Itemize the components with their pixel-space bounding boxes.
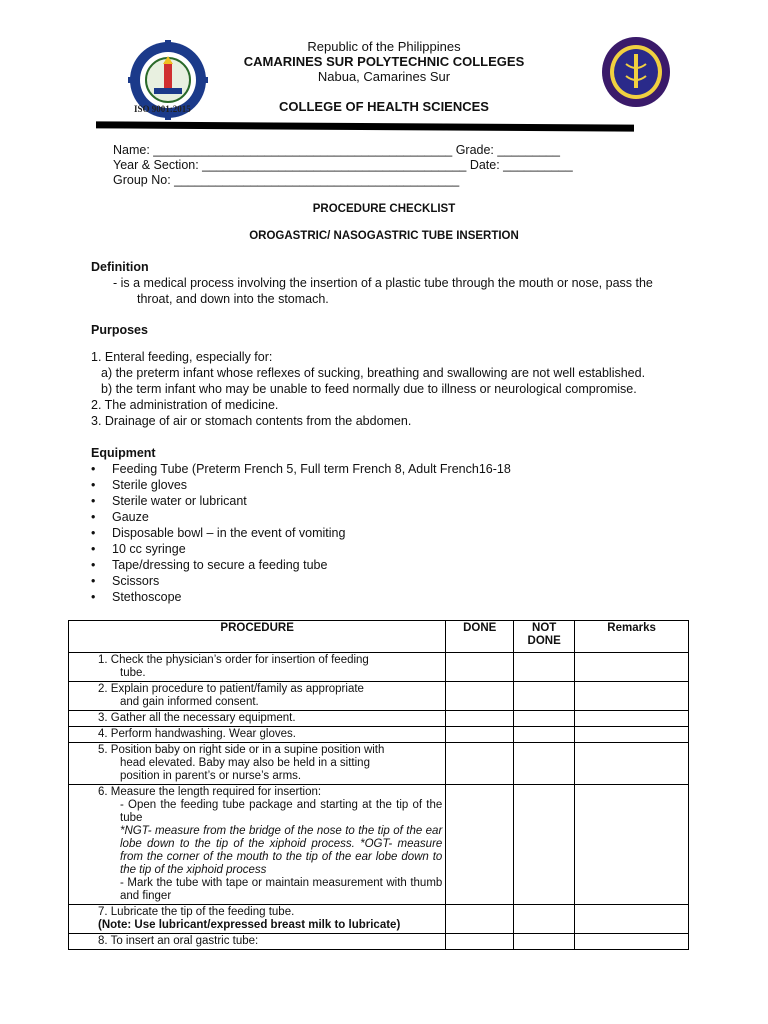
header-location: Nabua, Camarines Sur [317, 69, 451, 84]
table-row [69, 682, 689, 711]
name-grade-field[interactable]: Name: ___________________________________________ Grade: _________ [113, 143, 560, 157]
procedure-cell: 8. To insert an oral gastric tube: [69, 934, 446, 950]
remarks-cell[interactable] [575, 743, 689, 785]
not-done-cell[interactable] [514, 653, 575, 682]
equipment-item: • Tape/dressing to secure a feeding tube [91, 558, 328, 572]
procedure-cell: 4. Perform handwashing. Wear gloves. [69, 727, 446, 743]
equipment-item: • Sterile gloves [91, 478, 188, 492]
remarks-cell[interactable] [575, 711, 689, 727]
done-cell[interactable] [446, 711, 514, 727]
not-done-cell[interactable] [514, 711, 575, 727]
table-row [69, 727, 689, 743]
table-row [69, 934, 689, 950]
procedure-table [68, 620, 689, 950]
purposes-heading: Purposes [91, 323, 148, 337]
definition-line-1: - is a medical process involving the insertion of a plastic tube through the mouth or nose, pass the [113, 276, 653, 290]
table-row [69, 785, 689, 905]
iso-label: ISO 9001:2015 [134, 104, 191, 114]
header-school-name: CAMARINES SUR POLYTECHNIC COLLEGES [243, 54, 525, 69]
college-seal-icon [601, 36, 671, 108]
checklist-title: PROCEDURE CHECKLIST [312, 203, 456, 215]
not-done-cell[interactable] [514, 682, 575, 711]
equipment-item: • Feeding Tube (Preterm French 5, Full term French 8, Adult French16-18 [91, 462, 511, 476]
not-done-cell[interactable] [514, 785, 575, 905]
header-divider [96, 121, 634, 131]
not-done-cell[interactable] [514, 934, 575, 950]
equipment-item: • Sterile water or lubricant [91, 494, 247, 508]
year-date-field[interactable]: Year & Section: ______________________________________ Date: __________ [113, 158, 573, 172]
purpose-item: 2. The administration of medicine. [91, 398, 279, 412]
remarks-cell[interactable] [575, 727, 689, 743]
not-done-cell[interactable] [514, 743, 575, 785]
remarks-cell[interactable] [575, 934, 689, 950]
procedure-cell: 6. Measure the length required for insertion: - Open the feeding tube package and starting at the tip of the tube *NGT- measure from the bridge of the nose to the tip of the ear lobe down to the tip of the xiphoid process. *OGT- measure from the corner of the mouth to the tip of the ear lobe down to the tip of the xiphoid process - Mark the tube with tape or maintain measurement with thumb and finger [69, 785, 446, 905]
procedure-cell: 3. Gather all the necessary equipment. [69, 711, 446, 727]
group-field[interactable]: Group No: _________________________________________ [113, 173, 460, 187]
remarks-cell[interactable] [575, 905, 689, 934]
done-cell[interactable] [446, 905, 514, 934]
header-republic: Republic of the Philippines [307, 39, 461, 54]
table-row [69, 743, 689, 785]
header-remarks: Remarks [575, 621, 689, 653]
purpose-item: b) the term infant who may be unable to feed normally due to illness or neurological compromise. [101, 382, 637, 396]
remarks-cell[interactable] [575, 653, 689, 682]
done-cell[interactable] [446, 653, 514, 682]
definition-line-2: throat, and down into the stomach. [137, 292, 329, 306]
remarks-cell[interactable] [575, 682, 689, 711]
equipment-item: • Disposable bowl – in the event of vomiting [91, 526, 346, 540]
definition-heading: Definition [91, 260, 149, 274]
equipment-list [91, 461, 511, 605]
header-college: COLLEGE OF HEALTH SCIENCES [279, 99, 489, 114]
done-cell[interactable] [446, 785, 514, 905]
equipment-item: • Stethoscope [91, 590, 182, 604]
procedure-cell: 7. Lubricate the tip of the feeding tube. (Note: Use lubricant/expressed breast milk to lubricate) [69, 905, 446, 934]
table-row [69, 711, 689, 727]
header-procedure: PROCEDURE [69, 621, 446, 653]
procedure-cell: 5. Position baby on right side or in a supine position with head elevated. Baby may also be held in a sitting position in parent’s or nurse’s arms. [69, 743, 446, 785]
header-not-done: NOT DONE [514, 621, 575, 653]
purpose-item: 1. Enteral feeding, especially for: [91, 350, 273, 364]
purpose-item: a) the preterm infant whose reflexes of sucking, breathing and swallowing are not well established. [101, 366, 646, 380]
not-done-cell[interactable] [514, 905, 575, 934]
table-row [69, 905, 689, 934]
done-cell[interactable] [446, 727, 514, 743]
equipment-heading: Equipment [91, 446, 156, 460]
equipment-item: • 10 cc syringe [91, 542, 186, 556]
purpose-item: 3. Drainage of air or stomach contents from the abdomen. [91, 414, 412, 428]
procedure-cell: 2. Explain procedure to patient/family as appropriate and gain informed consent. [69, 682, 446, 711]
done-cell[interactable] [446, 682, 514, 711]
table-header-row [69, 621, 689, 653]
remarks-cell[interactable] [575, 785, 689, 905]
equipment-item: • Gauze [91, 510, 149, 524]
done-cell[interactable] [446, 934, 514, 950]
equipment-item: • Scissors [91, 574, 160, 588]
procedure-title: OROGASTRIC/ NASOGASTRIC TUBE INSERTION [249, 230, 519, 242]
table-row [69, 653, 689, 682]
not-done-cell[interactable] [514, 727, 575, 743]
done-cell[interactable] [446, 743, 514, 785]
procedure-cell: 1. Check the physician’s order for insertion of feeding tube. [69, 653, 446, 682]
header-done: DONE [446, 621, 514, 653]
